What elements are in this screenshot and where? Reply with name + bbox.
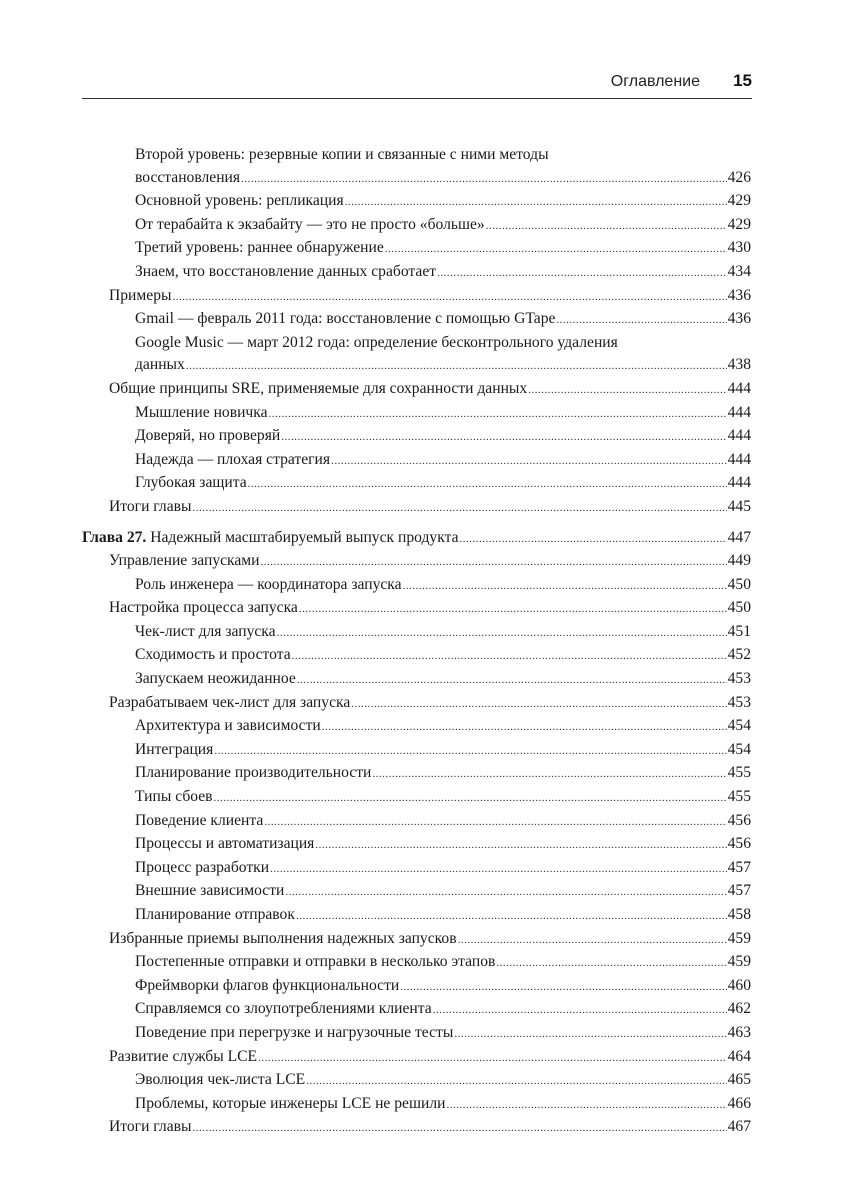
toc-entry-title: Эволюция чек-листа LCE — [135, 1071, 306, 1089]
dot-leader — [186, 355, 727, 378]
toc-section-title: Управление запусками — [109, 552, 260, 570]
toc-entry-title: Постепенные отправки и отправки в несколько этапов — [135, 953, 496, 971]
dot-leader — [248, 473, 727, 496]
dot-leader — [400, 976, 726, 999]
dot-leader — [264, 811, 726, 834]
toc-section-page: 436 — [727, 286, 751, 304]
toc-section[interactable] — [82, 597, 751, 621]
dot-leader — [306, 1070, 726, 1093]
toc-section[interactable] — [82, 1046, 751, 1070]
toc-entry-page: 452 — [727, 646, 751, 664]
toc-entry-page: 444 — [727, 474, 751, 492]
dot-leader — [192, 1117, 726, 1140]
dot-leader — [454, 1023, 726, 1046]
toc-entry-page: 456 — [727, 811, 751, 829]
toc-entry[interactable] — [82, 308, 751, 332]
toc-entry-title: Планирование отправок — [135, 906, 295, 923]
toc-entry-title: Интеграция — [135, 740, 214, 758]
toc-entry-title: Запускаем неожиданное — [135, 670, 296, 688]
toc-entry[interactable] — [82, 1022, 751, 1046]
toc-section-title: Итоги главы — [109, 497, 192, 515]
toc-section[interactable] — [82, 928, 751, 952]
toc-section-title: Избранные приемы выполнения надежных запусков — [109, 929, 457, 947]
dot-leader — [385, 238, 727, 261]
toc-entry-page: 444 — [727, 427, 751, 445]
toc-entry-title: Поведение при перегрузке и нагрузочные тесты — [135, 1023, 454, 1041]
toc-entry[interactable] — [82, 715, 751, 739]
toc-entry[interactable] — [82, 975, 751, 999]
toc-entry-page: 451 — [727, 622, 751, 640]
toc-entry-page: 430 — [727, 239, 751, 257]
toc-entry-page: 458 — [727, 906, 751, 923]
toc-entry[interactable] — [82, 644, 751, 668]
toc-entry[interactable] — [82, 833, 751, 857]
dot-leader — [258, 1047, 727, 1070]
toc-entry-page: 436 — [727, 310, 751, 328]
toc-section-title: Настройка процесса запуска — [109, 599, 298, 617]
toc-section-title: Итоги главы — [109, 1118, 192, 1136]
dot-leader — [331, 450, 727, 473]
toc-entry[interactable] — [82, 190, 751, 214]
toc-entry-page: 454 — [727, 740, 751, 758]
toc-chapter[interactable] — [82, 527, 751, 551]
toc-entry-title: Фреймворки флагов функциональности — [135, 976, 400, 994]
toc-entry-page: 459 — [727, 953, 751, 971]
toc-entry-page: 466 — [727, 1094, 751, 1112]
toc-entry-page: 457 — [727, 858, 751, 876]
toc-entry[interactable] — [82, 1093, 751, 1117]
toc-entry-title: Основной уровень: репликация — [135, 192, 344, 210]
toc-entry-title: Внешние зависимости — [135, 882, 285, 900]
dot-leader — [299, 598, 727, 621]
dot-leader — [285, 881, 726, 904]
toc-entry-page: 460 — [727, 976, 751, 994]
toc-entry-title: Чек-лист для запуска — [135, 622, 276, 640]
dot-leader — [315, 834, 726, 857]
toc-section[interactable] — [82, 496, 751, 520]
running-header — [82, 70, 752, 99]
toc-entry-page: 465 — [727, 1071, 751, 1089]
toc-entry-title: Доверяй, но проверяй — [135, 427, 281, 445]
toc-entry[interactable] — [82, 237, 751, 261]
toc-entry-page: 456 — [727, 835, 751, 853]
dot-leader — [437, 262, 727, 285]
toc-entry-page: 453 — [727, 670, 751, 688]
chapter-label: Глава 27. — [82, 528, 147, 546]
toc-entry-title-line: Google Music — март 2012 года: определение бесконтрольного удаления — [135, 333, 618, 351]
toc-entry[interactable] — [82, 425, 751, 449]
toc-section-title: Разрабатываем чек-лист для запуска — [109, 693, 351, 711]
toc-section-page: 445 — [727, 497, 751, 515]
chapter-title: Надежный масштабируемый выпуск продукта — [150, 528, 459, 546]
toc-entry[interactable] — [82, 332, 751, 378]
dot-leader — [460, 528, 727, 551]
toc-section-title: Общие принципы SRE, применяемые для сохранности данных — [109, 379, 528, 397]
dot-leader — [296, 905, 727, 928]
toc-entry-page: 444 — [727, 450, 751, 468]
toc-entry[interactable] — [82, 261, 751, 285]
toc-entry-title: Процессы и автоматизация — [135, 835, 315, 853]
toc-entry[interactable] — [82, 668, 751, 692]
toc-entry-page: 429 — [727, 215, 751, 233]
dot-leader — [269, 403, 727, 426]
toc-entry[interactable] — [82, 449, 751, 473]
table-of-contents — [82, 144, 751, 1140]
dot-leader — [403, 575, 727, 598]
toc-entry-title: Справляемся со злоупотреблениями клиента — [135, 1000, 432, 1018]
toc-entry-title: Знаем, что восстановление данных сработает — [135, 262, 437, 280]
chapter-page: 447 — [727, 528, 751, 546]
page-number: 15 — [733, 71, 752, 90]
toc-entry[interactable] — [82, 880, 751, 904]
toc-entry-page: 444 — [727, 403, 751, 421]
dot-leader — [345, 191, 727, 214]
toc-section[interactable] — [82, 550, 751, 574]
toc-entry[interactable] — [82, 904, 751, 928]
toc-entry-page: 434 — [727, 262, 751, 280]
dot-leader — [322, 716, 727, 739]
toc-entry-title: Проблемы, которые инженеры LCE не решили — [135, 1094, 446, 1112]
dot-leader — [433, 999, 727, 1022]
dot-leader — [458, 929, 727, 952]
toc-entry[interactable] — [82, 810, 751, 834]
toc-section[interactable] — [82, 285, 751, 309]
toc-entry[interactable] — [82, 786, 751, 810]
toc-entry-page: 455 — [727, 788, 751, 806]
toc-entry-title: Gmail — февраль 2011 года: восстановление с помощью GTape — [135, 310, 556, 328]
toc-entry-page: 455 — [727, 764, 751, 782]
toc-entry[interactable] — [82, 951, 751, 975]
toc-section-page: 444 — [727, 379, 751, 397]
dot-leader — [214, 740, 726, 763]
toc-entry-title: Архитектура и зависимости — [135, 717, 321, 735]
toc-entry-title-line: Второй уровень: резервные копии и связанные с ними методы — [135, 146, 549, 163]
toc-entry-title: Поведение клиента — [135, 811, 264, 829]
dot-leader — [351, 693, 726, 716]
dot-leader — [270, 858, 727, 881]
toc-entry[interactable] — [82, 1069, 751, 1093]
dot-leader — [277, 622, 727, 645]
toc-entry[interactable] — [82, 739, 751, 763]
toc-section[interactable] — [82, 1116, 751, 1140]
toc-entry-title: восстановления — [135, 168, 241, 186]
toc-entry-title: Глубокая защита — [135, 474, 247, 492]
toc-entry-page: 426 — [727, 168, 751, 186]
toc-section-page: 453 — [727, 693, 751, 711]
toc-section[interactable] — [82, 378, 751, 402]
toc-entry[interactable] — [82, 574, 751, 598]
dot-leader — [281, 426, 726, 449]
toc-section-page: 467 — [727, 1118, 751, 1136]
toc-section-page: 449 — [727, 552, 751, 570]
toc-entry-title: Планирование производительности — [135, 764, 372, 782]
dot-leader — [556, 309, 726, 332]
toc-entry[interactable] — [82, 621, 751, 645]
dot-leader — [372, 763, 726, 786]
dot-leader — [486, 215, 727, 238]
toc-entry-title: Мышление новичка — [135, 403, 268, 421]
toc-section-page: 450 — [727, 599, 751, 617]
dot-leader — [446, 1094, 726, 1117]
toc-section-page: 464 — [727, 1047, 751, 1065]
dot-leader — [241, 168, 727, 191]
toc-section[interactable] — [82, 692, 751, 716]
toc-entry[interactable] — [82, 998, 751, 1022]
toc-entry[interactable] — [82, 214, 751, 238]
dot-leader — [528, 379, 726, 402]
dot-leader — [261, 551, 727, 574]
toc-entry[interactable] — [82, 857, 751, 881]
toc-entry-title: Роль инженера — координатора запуска — [135, 575, 402, 593]
toc-entry-page: 429 — [727, 192, 751, 210]
dot-leader — [172, 286, 726, 309]
toc-entry-page: 450 — [727, 575, 751, 593]
toc-entry-page: 462 — [727, 1000, 751, 1018]
toc-entry-title: Сходимость и простота — [135, 646, 291, 664]
dot-leader — [292, 645, 727, 668]
toc-entry-page: 463 — [727, 1023, 751, 1041]
toc-entry[interactable] — [82, 762, 751, 786]
toc-entry-title: От терабайта к экзабайту — это не просто «больше» — [135, 215, 485, 233]
dot-leader — [214, 787, 727, 810]
toc-entry-page: 454 — [727, 717, 751, 735]
toc-entry-title: Третий уровень: раннее обнаружение — [135, 239, 384, 257]
toc-entry-title: Типы сбоев — [135, 788, 213, 806]
running-header-title: Оглавление — [610, 73, 700, 90]
toc-section-title: Примеры — [109, 286, 172, 304]
dot-leader — [192, 497, 726, 520]
toc-entry[interactable] — [82, 144, 751, 190]
toc-entry-page: 457 — [727, 882, 751, 900]
toc-section-title: Развитие службы LCE — [109, 1047, 258, 1065]
toc-section-page: 459 — [727, 929, 751, 947]
toc-entry-title: Процесс разработки — [135, 858, 270, 876]
toc-entry[interactable] — [82, 472, 751, 496]
toc-entry-page: 438 — [727, 356, 751, 374]
dot-leader — [297, 669, 727, 692]
dot-leader — [496, 952, 726, 975]
toc-entry-title: Надежда — плохая стратегия — [135, 450, 331, 468]
toc-entry-title: данных — [135, 356, 185, 374]
toc-entry[interactable] — [82, 402, 751, 426]
